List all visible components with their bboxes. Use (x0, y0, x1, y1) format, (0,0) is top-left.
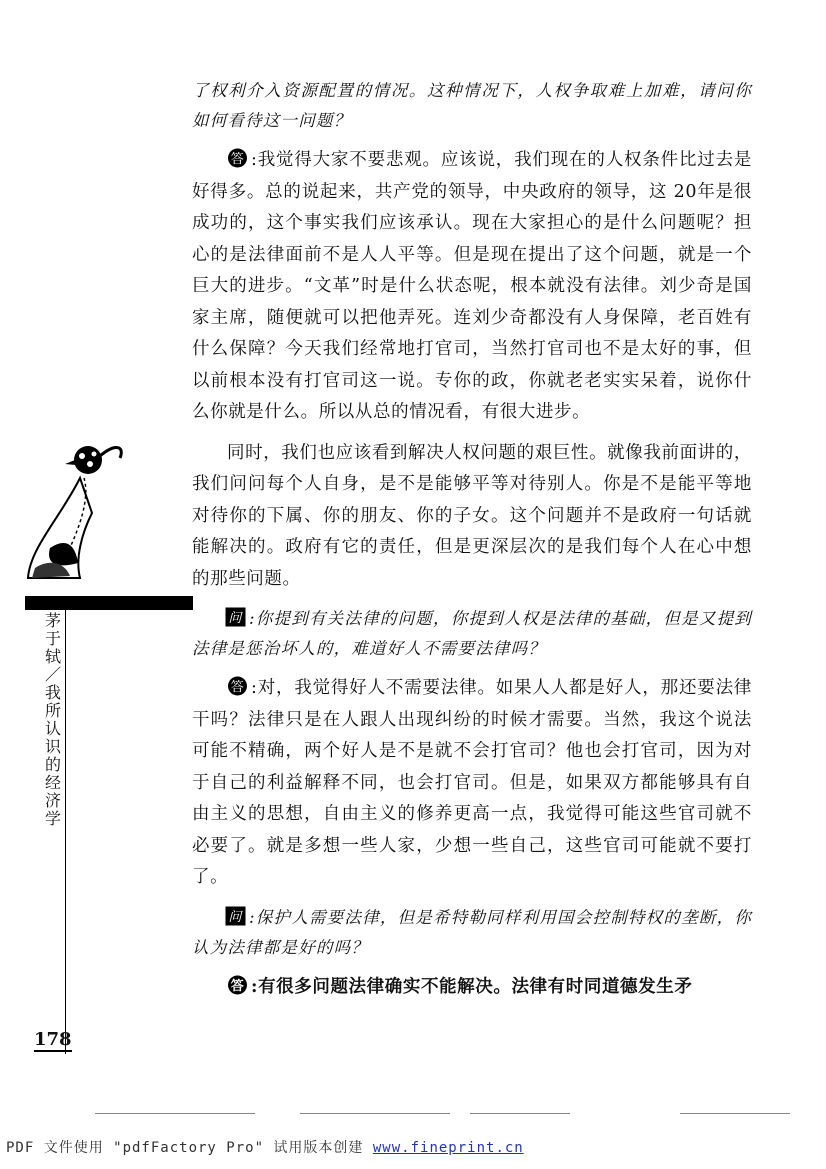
svg-text:答: 答 (230, 152, 245, 167)
scan-artifact-line (95, 1113, 255, 1114)
answer-text: 有很多问题法律确实不能解决。法律有时同道德发生矛 (258, 976, 693, 997)
answer-separator: : (251, 678, 258, 698)
answer-separator: : (251, 976, 259, 997)
question-paragraph (192, 903, 752, 963)
question-text: 保护人需要法律，但是希特勒同样利用国会控制特权的垄断，你认为法律都是好的吗？ (192, 907, 752, 957)
answer-text: 我觉得大家不要悲观。应该说，我们现在的人权条件比过去是好得多。总的说起来，共产党的领导，中央政府的领导，这 20年是很成功的，这个事实我们应该承认。现在大家担心的是什么问题呢？担心的是法律面前不是人人平等。但是现在提出了这个问题，就是一个巨大的进步。“文革”时是什么状态呢，根本就没有法律。刘少奇是国家主席，随便就可以把他弄死。连刘少奇都没有人身保障，老百姓有什么保障？今天我们经常地打官司，当然打官司也不是太好的事，但以前根本没有打官司这一说。专你的政，你就老老实实呆着，说你什么你就是什么。所以从总的情况看，有很大进步。 (192, 150, 752, 422)
question-separator: : (249, 609, 256, 628)
svg-text:问: 问 (228, 909, 243, 925)
scan-artifact-line (300, 1113, 450, 1114)
question-separator: : (249, 907, 256, 927)
footer-link[interactable]: www.fineprint.cn (372, 1140, 524, 1156)
answer-paragraph (192, 972, 752, 1004)
answer-paragraph (192, 673, 752, 894)
question-badge-icon (225, 607, 246, 627)
book-side-title: 茅于轼／我所认识的经济学 (44, 611, 61, 828)
answer-paragraph (192, 145, 752, 429)
question-paragraph (192, 604, 752, 664)
svg-text:答: 答 (230, 978, 245, 994)
svg-text:问: 问 (228, 611, 243, 626)
side-bar-black (25, 596, 193, 610)
question-badge-icon (225, 906, 246, 926)
question-continued: 了权利介入资源配置的情况。这种情况下，人权争取难上加难，请问你如何看待这一问题？ (192, 81, 752, 130)
footer-text: PDF 文件使用 "pdfFactory Pro" 试用版本创建 (6, 1140, 373, 1156)
answer-badge-icon (227, 676, 248, 696)
answer-text: 对，我觉得好人不需要法律。如果人人都是好人，那还要法律干吗？法律只是在人跟人出现纠纷的时候才需要。当然，我这个说法可能不精确，两个好人是不是就不会打官司？他也会打官司，因为对于自己的利益解释不同，也会打官司。但是，如果双方都能够具有自由主义的思想，自由主义的修养更高一点，我觉得可能这些官司就不必要了。就是多想一些人家，少想一些自己，这些官司可能就不要打了。 (192, 678, 752, 887)
scan-artifact-line (680, 1113, 790, 1114)
answer-badge-icon (227, 975, 248, 995)
answer-separator: : (251, 150, 258, 170)
pdf-footer (6, 1137, 524, 1157)
page-body (192, 76, 752, 1012)
side-rule (65, 604, 66, 1054)
body-paragraph: 同时，我们也应该看到解决人权问题的艰巨性。就像我前面讲的，我们问问每个人自身，是不是能够平等对待别人。你是不是能平等地对待你的下属、你的朋友、你的子女。这个问题并不是政府一句话就能解决的。政府有它的责任，但是更深层次的是我们每个人在心中想的那些问题。 (192, 442, 752, 589)
bird-illustration (20, 438, 130, 598)
scan-artifact-line (470, 1113, 570, 1114)
question-text: 你提到有关法律的问题，你提到人权是法律的基础，但是又提到法律是惩治坏人的，难道好人不需要法律吗？ (192, 609, 752, 658)
page-number: 178 (34, 1029, 72, 1050)
svg-text:答: 答 (230, 680, 245, 695)
answer-badge-icon (227, 148, 248, 168)
